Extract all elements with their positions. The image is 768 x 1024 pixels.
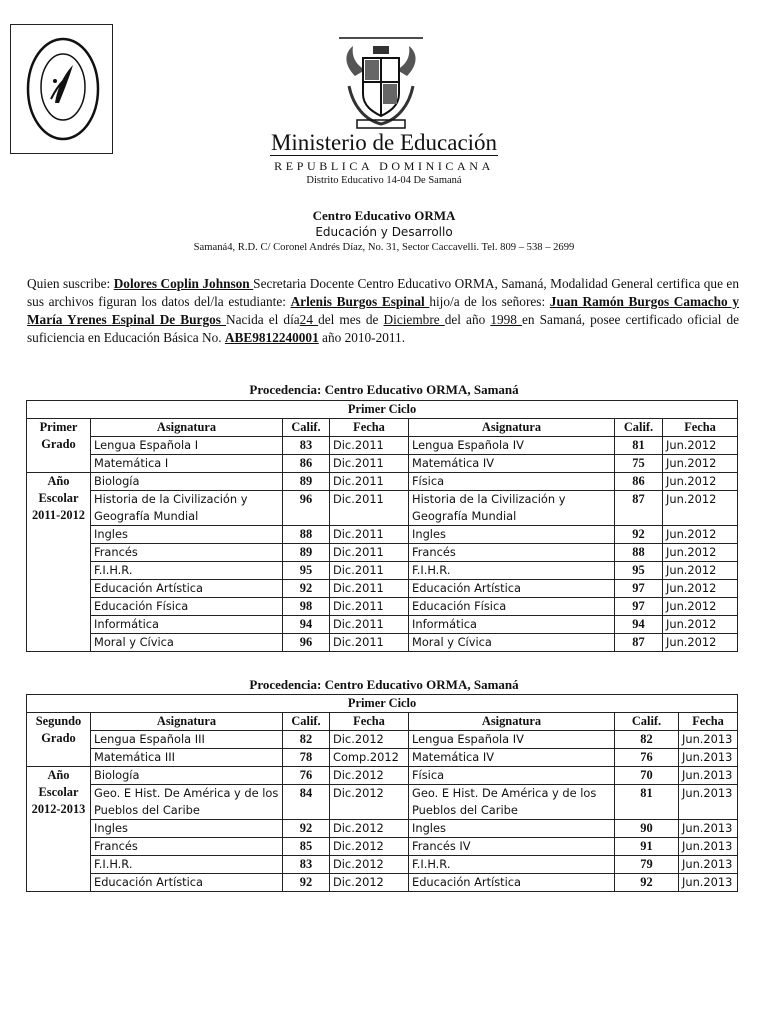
date-cell: Jun.2013 xyxy=(679,856,738,874)
date-cell: Dic.2012 xyxy=(330,767,409,785)
date-cell: Jun.2012 xyxy=(663,580,738,598)
procedencia-heading-2: Procedencia: Centro Educativo ORMA, Samaná xyxy=(249,677,519,692)
parents-names: Juan Ramón Burgos Camacho y María Yrenes Espinal De Burgos xyxy=(27,294,739,327)
birth-year: 1998 xyxy=(490,312,523,327)
certification-paragraph: Quien suscribe: Dolores Coplin Johnson Secretaria Docente Centro Educativo ORMA, Samaná, Modalidad General certifica que en sus archivos figuran los datos del/la estudiante: Arlenis Burgos Espinal hijo/a de los señores: Juan Ramón Burgos Camacho y María Yrenes Espinal De Burgos Nacida el día24 del mes de Diciembre del año 1998 en Samaná, posee certificado oficial de suficiencia en Educación Básica No. ABE9812240001 año 2010-2011. xyxy=(27,276,740,345)
table-row xyxy=(27,598,738,616)
date-cell: Dic.2011 xyxy=(330,580,409,598)
subject-cell: Geo. E Hist. De América y de los Pueblos del Caribe xyxy=(91,785,283,820)
date-cell: Dic.2011 xyxy=(330,616,409,634)
subject-cell: Informática xyxy=(91,616,283,634)
subject-cell: F.I.H.R. xyxy=(409,856,615,874)
date-cell: Dic.2012 xyxy=(330,785,409,820)
subject-cell: Biología xyxy=(91,767,283,785)
subject-cell: Francés xyxy=(409,544,615,562)
grade-cell: 89 xyxy=(283,544,330,562)
table-row xyxy=(27,473,738,491)
subject-cell: Biología xyxy=(91,473,283,491)
grade-cell: 75 xyxy=(615,455,663,473)
grade-cell: 86 xyxy=(283,455,330,473)
grade-cell: 92 xyxy=(615,874,679,892)
table-row xyxy=(27,820,738,838)
subject-cell: Lengua Española IV xyxy=(409,731,615,749)
subject-cell: Geo. E Hist. De América y de los Pueblos del Caribe xyxy=(409,785,615,820)
col-header-subject: Asignatura xyxy=(409,419,615,437)
grade-label: Segundo Grado xyxy=(27,713,91,767)
grade-cell: 76 xyxy=(283,767,330,785)
date-cell: Dic.2011 xyxy=(330,598,409,616)
school-year-label: Año Escolar 2012-2013 xyxy=(27,767,91,892)
subject-cell: Ingles xyxy=(409,526,615,544)
subject-cell: Ingles xyxy=(91,526,283,544)
certificate-number: ABE9812240001 xyxy=(224,330,319,345)
grades-table-first-grade xyxy=(26,400,738,652)
table-row xyxy=(27,785,738,820)
grade-cell: 89 xyxy=(283,473,330,491)
date-cell: Dic.2012 xyxy=(330,874,409,892)
center-name: Centro Educativo ORMA xyxy=(312,208,456,223)
grade-cell: 96 xyxy=(283,634,330,652)
subject-cell: Matemática IV xyxy=(409,455,615,473)
subject-cell: Educación Física xyxy=(409,598,615,616)
table-row xyxy=(27,874,738,892)
district-line: Distrito Educativo 14-04 De Samaná xyxy=(306,175,462,186)
subject-cell: F.I.H.R. xyxy=(91,856,283,874)
date-cell: Jun.2012 xyxy=(663,544,738,562)
date-cell: Jun.2012 xyxy=(663,562,738,580)
date-cell: Jun.2012 xyxy=(663,616,738,634)
date-cell: Dic.2011 xyxy=(330,634,409,652)
table-row xyxy=(27,634,738,652)
date-cell: Jun.2013 xyxy=(679,767,738,785)
grade-cell: 95 xyxy=(615,562,663,580)
grade-cell: 87 xyxy=(615,634,663,652)
grade-cell: 81 xyxy=(615,785,679,820)
subject-cell: Moral y Cívica xyxy=(409,634,615,652)
date-cell: Jun.2012 xyxy=(663,473,738,491)
birth-month: Diciembre xyxy=(383,312,445,327)
subject-cell: Educación Física xyxy=(91,598,283,616)
subject-cell: F.I.H.R. xyxy=(409,562,615,580)
date-cell: Jun.2013 xyxy=(679,749,738,767)
col-header-subject: Asignatura xyxy=(91,713,283,731)
date-cell: Dic.2011 xyxy=(330,491,409,526)
grade-cell: 76 xyxy=(615,749,679,767)
grade-cell: 82 xyxy=(615,731,679,749)
subject-cell: Lengua Española IV xyxy=(409,437,615,455)
date-cell: Dic.2011 xyxy=(330,526,409,544)
subject-cell: Informática xyxy=(409,616,615,634)
center-subtitle: Educación y Desarrollo xyxy=(315,225,453,239)
date-cell: Dic.2012 xyxy=(330,731,409,749)
grade-cell: 96 xyxy=(283,491,330,526)
grade-cell: 83 xyxy=(283,437,330,455)
col-header-subject: Asignatura xyxy=(91,419,283,437)
date-cell: Jun.2013 xyxy=(679,874,738,892)
subject-cell: Física xyxy=(409,473,615,491)
grade-cell: 87 xyxy=(615,491,663,526)
subject-cell: Matemática IV xyxy=(409,749,615,767)
grade-cell: 86 xyxy=(615,473,663,491)
grade-cell: 88 xyxy=(615,544,663,562)
grade-cell: 92 xyxy=(283,874,330,892)
table-row xyxy=(27,767,738,785)
subject-cell: Matemática I xyxy=(91,455,283,473)
grade-cell: 97 xyxy=(615,580,663,598)
col-header-subject: Asignatura xyxy=(409,713,615,731)
grade-cell: 88 xyxy=(283,526,330,544)
subject-cell: Francés IV xyxy=(409,838,615,856)
date-cell: Jun.2013 xyxy=(679,731,738,749)
table-row xyxy=(27,544,738,562)
subject-cell: Francés xyxy=(91,544,283,562)
subject-cell: Historia de la Civilización y Geografía Mundial xyxy=(409,491,615,526)
subject-cell: Educación Artística xyxy=(409,874,615,892)
date-cell: Dic.2011 xyxy=(330,455,409,473)
subject-cell: Educación Artística xyxy=(409,580,615,598)
grade-cell: 97 xyxy=(615,598,663,616)
school-year-label: Año Escolar 2011-2012 xyxy=(27,473,91,652)
grade-cell: 85 xyxy=(283,838,330,856)
center-address: Samaná4, R.D. C/ Coronel Andrés Díaz, No. 31, Sector Caccavelli. Tel. 809 – 538 – 2699 xyxy=(193,242,575,253)
subject-cell: Educación Artística xyxy=(91,580,283,598)
date-cell: Dic.2012 xyxy=(330,856,409,874)
subject-cell: Educación Artística xyxy=(91,874,283,892)
grades-table-second-grade xyxy=(26,694,738,892)
col-header-date: Fecha xyxy=(330,713,409,731)
grade-cell: 82 xyxy=(283,731,330,749)
subject-cell: Lengua Española I xyxy=(91,437,283,455)
coat-of-arms-icon xyxy=(335,36,427,132)
date-cell: Dic.2012 xyxy=(330,820,409,838)
grade-cell: 78 xyxy=(283,749,330,767)
date-cell: Dic.2011 xyxy=(330,544,409,562)
subject-cell: Historia de la Civilización y Geografía Mundial xyxy=(91,491,283,526)
date-cell: Jun.2012 xyxy=(663,526,738,544)
table-row xyxy=(27,562,738,580)
date-cell: Dic.2011 xyxy=(330,562,409,580)
grade-cell: 70 xyxy=(615,767,679,785)
col-header-grade: Calif. xyxy=(283,419,330,437)
date-cell: Jun.2013 xyxy=(679,820,738,838)
student-name: Arlenis Burgos Espinal xyxy=(290,294,430,309)
subject-cell: Ingles xyxy=(409,820,615,838)
date-cell: Jun.2013 xyxy=(679,838,738,856)
coat-of-arms xyxy=(335,36,427,132)
grade-cell: 94 xyxy=(615,616,663,634)
col-header-date: Fecha xyxy=(330,419,409,437)
col-header-grade: Calif. xyxy=(615,713,679,731)
date-cell: Jun.2012 xyxy=(663,491,738,526)
subject-cell: F.I.H.R. xyxy=(91,562,283,580)
table-row xyxy=(27,491,738,526)
date-cell: Jun.2012 xyxy=(663,634,738,652)
ministry-title: Ministerio de Educación xyxy=(270,130,498,155)
date-cell: Jun.2013 xyxy=(679,785,738,820)
republic-name: REPUBLICA DOMINICANA xyxy=(274,159,494,173)
subject-cell: Francés xyxy=(91,838,283,856)
col-header-grade: Calif. xyxy=(283,713,330,731)
grade-cell: 84 xyxy=(283,785,330,820)
subject-cell: Lengua Española III xyxy=(91,731,283,749)
grade-cell: 90 xyxy=(615,820,679,838)
date-cell: Dic.2011 xyxy=(330,473,409,491)
date-cell: Dic.2012 xyxy=(330,838,409,856)
grade-cell: 92 xyxy=(283,820,330,838)
grade-cell: 92 xyxy=(615,526,663,544)
grade-label: Primer Grado xyxy=(27,419,91,473)
table-row xyxy=(27,580,738,598)
table-row xyxy=(27,437,738,455)
table-row xyxy=(27,838,738,856)
subject-cell: Física xyxy=(409,767,615,785)
procedencia-heading-1: Procedencia: Centro Educativo ORMA, Samaná xyxy=(249,382,519,397)
date-cell: Jun.2012 xyxy=(663,437,738,455)
date-cell: Dic.2011 xyxy=(330,437,409,455)
birth-day: 24 xyxy=(299,312,319,327)
grade-cell: 83 xyxy=(283,856,330,874)
col-header-grade: Calif. xyxy=(615,419,663,437)
school-seal-icon xyxy=(25,33,101,145)
subject-cell: Moral y Cívica xyxy=(91,634,283,652)
date-cell: Jun.2012 xyxy=(663,455,738,473)
date-cell: Comp.2012 xyxy=(330,749,409,767)
cycle-header: Primer Ciclo xyxy=(27,695,738,713)
grade-cell: 98 xyxy=(283,598,330,616)
date-cell: Jun.2012 xyxy=(663,598,738,616)
signer-name: Dolores Coplin Johnson xyxy=(113,276,254,291)
grade-cell: 94 xyxy=(283,616,330,634)
grade-cell: 91 xyxy=(615,838,679,856)
grade-cell: 95 xyxy=(283,562,330,580)
grade-cell: 81 xyxy=(615,437,663,455)
col-header-date: Fecha xyxy=(663,419,738,437)
grade-cell: 79 xyxy=(615,856,679,874)
cycle-header: Primer Ciclo xyxy=(27,401,738,419)
table-row xyxy=(27,731,738,749)
table-row xyxy=(27,455,738,473)
grade-cell: 92 xyxy=(283,580,330,598)
subject-cell: Matemática III xyxy=(91,749,283,767)
table-row xyxy=(27,856,738,874)
table-row xyxy=(27,526,738,544)
table-row xyxy=(27,616,738,634)
col-header-date: Fecha xyxy=(679,713,738,731)
table-row xyxy=(27,749,738,767)
subject-cell: Ingles xyxy=(91,820,283,838)
